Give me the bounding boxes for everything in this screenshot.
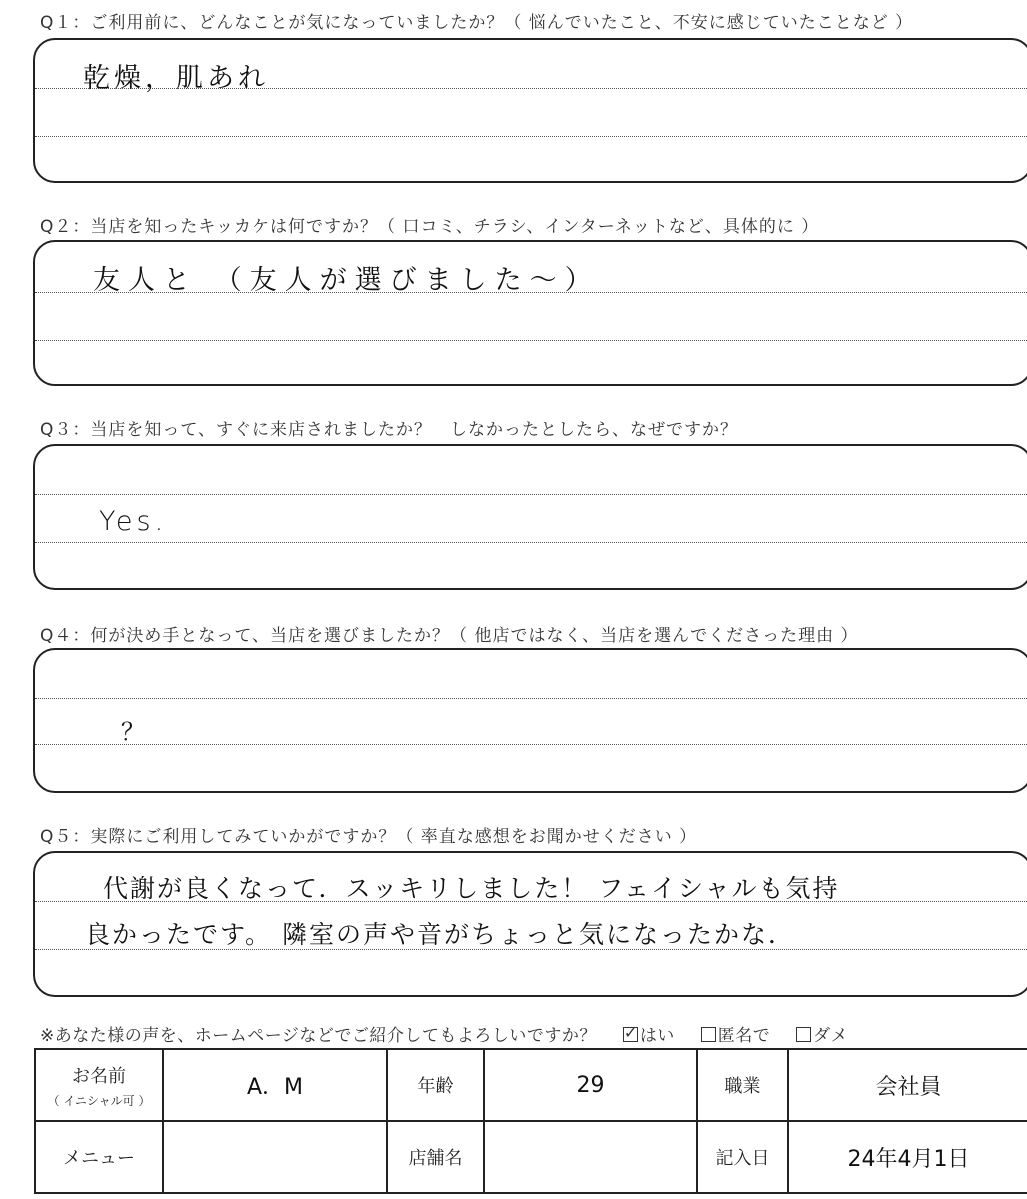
checkbox-checked-icon[interactable] bbox=[623, 1027, 638, 1042]
answer-1-line-1: 乾燥，肌あれ bbox=[83, 63, 269, 94]
answer-box-5 bbox=[33, 851, 1027, 997]
consent-question: ※あなた様の声を、ホームページなどでご紹介してもよろしいですか？ bbox=[40, 1026, 597, 1046]
answer-4-line-1: ？ bbox=[121, 718, 145, 746]
question-2-label: Q２：当店を知ったキッカケは何ですか？（ 口コミ、チラシ、インターネットなど、具体的に ） bbox=[40, 217, 820, 237]
name-label-cell bbox=[35, 1049, 163, 1121]
job-value: 会社員 bbox=[788, 1049, 1027, 1121]
menu-label: メニュー bbox=[35, 1121, 163, 1193]
answer-box-4 bbox=[33, 648, 1027, 793]
menu-value bbox=[163, 1121, 387, 1193]
store-value bbox=[484, 1121, 697, 1193]
answer-box-3 bbox=[33, 444, 1027, 590]
answer-5-line-1: 代謝が良くなって．スッキリしました！ フェイシャルも気持 bbox=[103, 874, 840, 903]
customer-info-table bbox=[34, 1048, 1027, 1194]
checkbox-empty-icon[interactable] bbox=[701, 1027, 716, 1042]
answer-box-1 bbox=[33, 38, 1027, 183]
consent-option-anonymous[interactable]: 匿名で bbox=[701, 1026, 771, 1046]
publish-consent bbox=[40, 1021, 848, 1046]
question-1-label: Q１：ご利用前に、どんなことが気になっていましたか？（ 悩んでいたこと、不安に感じていたことなど ） bbox=[40, 13, 914, 33]
checkbox-empty-icon[interactable] bbox=[796, 1027, 811, 1042]
answer-5-line-2: 良かったです。 隣室の声や音がちょっと気になったかな． bbox=[85, 920, 795, 949]
answer-3-line-1: Yes. bbox=[99, 506, 168, 537]
name-sub-label: （ イニシャル可 ） bbox=[47, 1093, 151, 1108]
name-label: お名前 bbox=[72, 1065, 126, 1087]
consent-option-no[interactable]: ダメ bbox=[796, 1026, 848, 1046]
date-label: 記入日 bbox=[697, 1121, 788, 1193]
question-5-label: Q５：実際にご利用してみていかがですか？（ 率直な感想をお聞かせください ） bbox=[40, 827, 698, 847]
answer-box-2 bbox=[33, 240, 1027, 386]
question-3-label: Q３：当店を知って、すぐに来店されましたか？ しなかったとしたら、なぜですか？ bbox=[40, 420, 739, 440]
job-label: 職業 bbox=[697, 1049, 788, 1121]
name-value: A．M bbox=[163, 1049, 387, 1121]
store-label: 店舗名 bbox=[387, 1121, 484, 1193]
date-value: 24年4月1日 bbox=[788, 1121, 1027, 1193]
age-value: 29 bbox=[484, 1049, 697, 1121]
answer-2-line-1: 友人と （友人が選びました～） bbox=[93, 265, 600, 296]
question-4-label: Q４：何が決め手となって、当店を選びましたか？（ 他店ではなく、当店を選んでくださった理由 ） bbox=[40, 626, 859, 646]
consent-option-yes[interactable]: ✓ はい bbox=[623, 1026, 675, 1046]
age-label: 年齢 bbox=[387, 1049, 484, 1121]
